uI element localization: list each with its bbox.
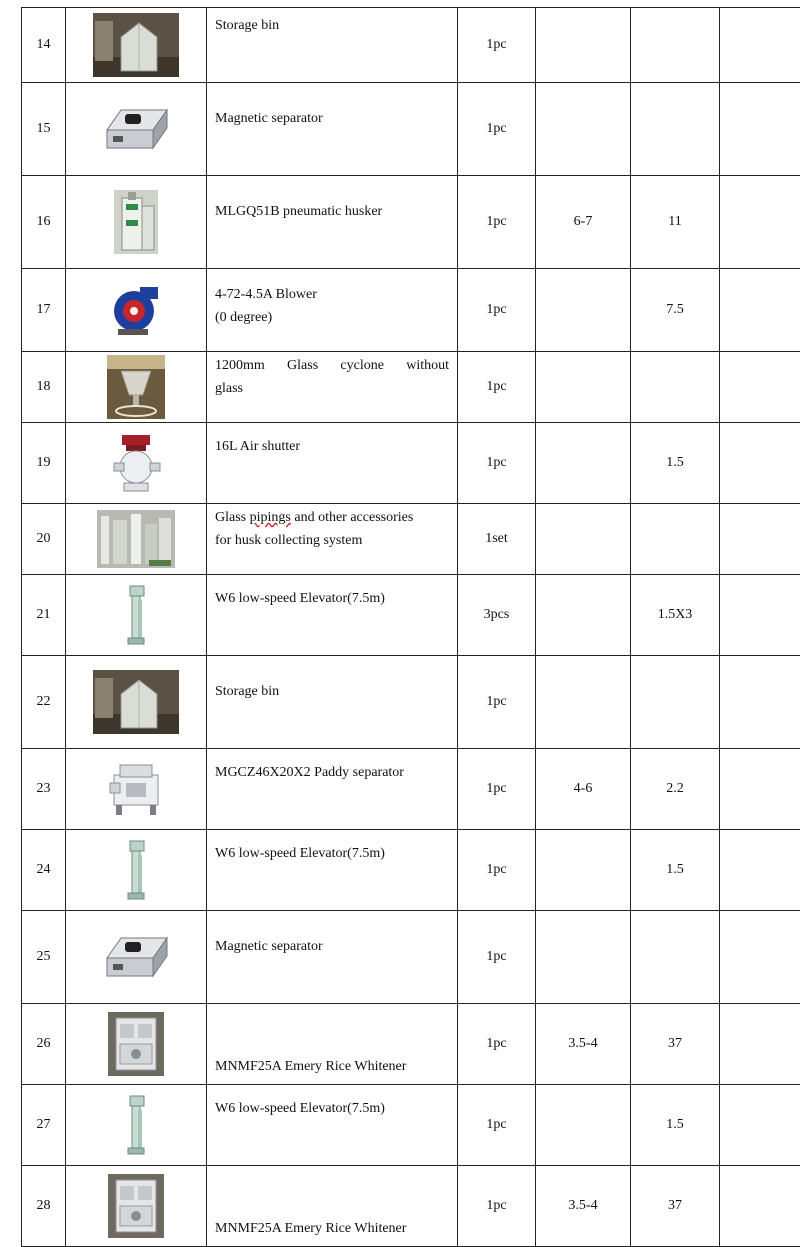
item-number: 16 xyxy=(22,176,66,269)
item-power: 1.5X3 xyxy=(631,575,720,656)
item-name: MGCZ46X20X2 Paddy separator xyxy=(207,749,458,830)
item-quantity: 1pc xyxy=(458,749,536,830)
item-number: 17 xyxy=(22,269,66,352)
item-name: Storage bin xyxy=(207,8,458,83)
item-power: 37 xyxy=(631,1004,720,1085)
pipings-photo xyxy=(66,504,207,575)
item-name: Magnetic separator xyxy=(207,83,458,176)
item-name-line2: glass xyxy=(215,377,449,400)
item-quantity: 1pc xyxy=(458,1085,536,1166)
table-row xyxy=(22,911,800,1004)
item-number: 25 xyxy=(22,911,66,1004)
table-row xyxy=(22,575,800,656)
item-name-line2: (0 degree) xyxy=(215,306,449,329)
table-row xyxy=(22,1085,800,1166)
item-power xyxy=(631,83,720,176)
table-row xyxy=(22,1166,800,1247)
item-quantity: 1pc xyxy=(458,1004,536,1085)
spellcheck-underlined-word: pipings xyxy=(250,510,291,525)
table-row xyxy=(22,749,800,830)
item-remark xyxy=(720,830,800,911)
table-row xyxy=(22,269,800,352)
item-remark xyxy=(720,1166,800,1247)
table-row xyxy=(22,656,800,749)
item-capacity xyxy=(536,911,631,1004)
item-capacity xyxy=(536,269,631,352)
equipment-table xyxy=(21,7,800,1247)
elevator-photo xyxy=(66,1085,207,1166)
item-name: W6 low-speed Elevator(7.5m) xyxy=(207,575,458,656)
storage-bin-photo xyxy=(66,8,207,83)
item-quantity: 1pc xyxy=(458,1166,536,1247)
item-number: 14 xyxy=(22,8,66,83)
item-number: 28 xyxy=(22,1166,66,1247)
item-remark xyxy=(720,1085,800,1166)
item-remark xyxy=(720,8,800,83)
husker-photo xyxy=(66,176,207,269)
table-row xyxy=(22,423,800,504)
paddy-separator-photo xyxy=(66,749,207,830)
item-quantity: 1pc xyxy=(458,269,536,352)
item-number: 27 xyxy=(22,1085,66,1166)
item-quantity: 1pc xyxy=(458,176,536,269)
item-name-line1: 1200mm Glass cyclone without xyxy=(215,354,449,377)
item-power xyxy=(631,656,720,749)
item-power xyxy=(631,352,720,423)
item-capacity xyxy=(536,575,631,656)
item-name xyxy=(207,269,458,352)
item-remark xyxy=(720,656,800,749)
item-number: 19 xyxy=(22,423,66,504)
item-power: 1.5 xyxy=(631,423,720,504)
item-power: 1.5 xyxy=(631,1085,720,1166)
item-number: 22 xyxy=(22,656,66,749)
blower-photo xyxy=(66,269,207,352)
elevator-photo xyxy=(66,830,207,911)
item-remark xyxy=(720,504,800,575)
item-quantity: 1pc xyxy=(458,83,536,176)
item-number: 20 xyxy=(22,504,66,575)
item-remark xyxy=(720,83,800,176)
storage-bin-photo xyxy=(66,656,207,749)
item-power xyxy=(631,8,720,83)
table-row xyxy=(22,8,800,83)
item-number: 18 xyxy=(22,352,66,423)
table-row xyxy=(22,83,800,176)
table-row xyxy=(22,1004,800,1085)
item-number: 21 xyxy=(22,575,66,656)
item-quantity: 1pc xyxy=(458,830,536,911)
rice-whitener-photo xyxy=(66,1166,207,1247)
item-quantity: 1pc xyxy=(458,911,536,1004)
air-shutter-photo xyxy=(66,423,207,504)
item-capacity xyxy=(536,504,631,575)
item-quantity: 1pc xyxy=(458,8,536,83)
item-number: 23 xyxy=(22,749,66,830)
item-capacity: 3.5-4 xyxy=(536,1004,631,1085)
item-capacity xyxy=(536,8,631,83)
item-remark xyxy=(720,176,800,269)
item-power xyxy=(631,504,720,575)
item-name-line2: for husk collecting system xyxy=(215,529,449,552)
item-capacity: 4-6 xyxy=(536,749,631,830)
item-quantity: 1pc xyxy=(458,352,536,423)
item-quantity: 1set xyxy=(458,504,536,575)
item-name: Magnetic separator xyxy=(207,911,458,1004)
elevator-photo xyxy=(66,575,207,656)
item-capacity xyxy=(536,656,631,749)
item-name: Storage bin xyxy=(207,656,458,749)
item-power: 2.2 xyxy=(631,749,720,830)
item-number: 24 xyxy=(22,830,66,911)
item-capacity: 3.5-4 xyxy=(536,1166,631,1247)
item-remark xyxy=(720,575,800,656)
table-row xyxy=(22,176,800,269)
item-name: MNMF25A Emery Rice Whitener xyxy=(207,1166,458,1247)
item-name-line1: 4-72-4.5A Blower xyxy=(215,283,449,306)
item-name xyxy=(207,352,458,423)
magnetic-separator-photo xyxy=(66,83,207,176)
item-name: MLGQ51B pneumatic husker xyxy=(207,176,458,269)
item-number: 15 xyxy=(22,83,66,176)
item-name: W6 low-speed Elevator(7.5m) xyxy=(207,1085,458,1166)
table-row xyxy=(22,352,800,423)
item-name: 16L Air shutter xyxy=(207,423,458,504)
table-row xyxy=(22,830,800,911)
item-name-line1: Glass pipings and other accessories xyxy=(215,506,449,529)
item-name xyxy=(207,504,458,575)
item-remark xyxy=(720,269,800,352)
item-power: 37 xyxy=(631,1166,720,1247)
item-quantity: 1pc xyxy=(458,656,536,749)
item-name: W6 low-speed Elevator(7.5m) xyxy=(207,830,458,911)
item-capacity xyxy=(536,83,631,176)
item-quantity: 3pcs xyxy=(458,575,536,656)
item-power: 1.5 xyxy=(631,830,720,911)
item-power: 7.5 xyxy=(631,269,720,352)
item-capacity xyxy=(536,352,631,423)
item-remark xyxy=(720,749,800,830)
item-quantity: 1pc xyxy=(458,423,536,504)
item-remark xyxy=(720,423,800,504)
cyclone-photo xyxy=(66,352,207,423)
item-remark xyxy=(720,1004,800,1085)
item-name: MNMF25A Emery Rice Whitener xyxy=(207,1004,458,1085)
rice-whitener-photo xyxy=(66,1004,207,1085)
item-capacity xyxy=(536,423,631,504)
item-remark xyxy=(720,352,800,423)
table-row xyxy=(22,504,800,575)
item-capacity: 6-7 xyxy=(536,176,631,269)
item-power: 11 xyxy=(631,176,720,269)
item-capacity xyxy=(536,830,631,911)
item-number: 26 xyxy=(22,1004,66,1085)
item-capacity xyxy=(536,1085,631,1166)
item-remark xyxy=(720,911,800,1004)
magnetic-separator-photo xyxy=(66,911,207,1004)
item-power xyxy=(631,911,720,1004)
